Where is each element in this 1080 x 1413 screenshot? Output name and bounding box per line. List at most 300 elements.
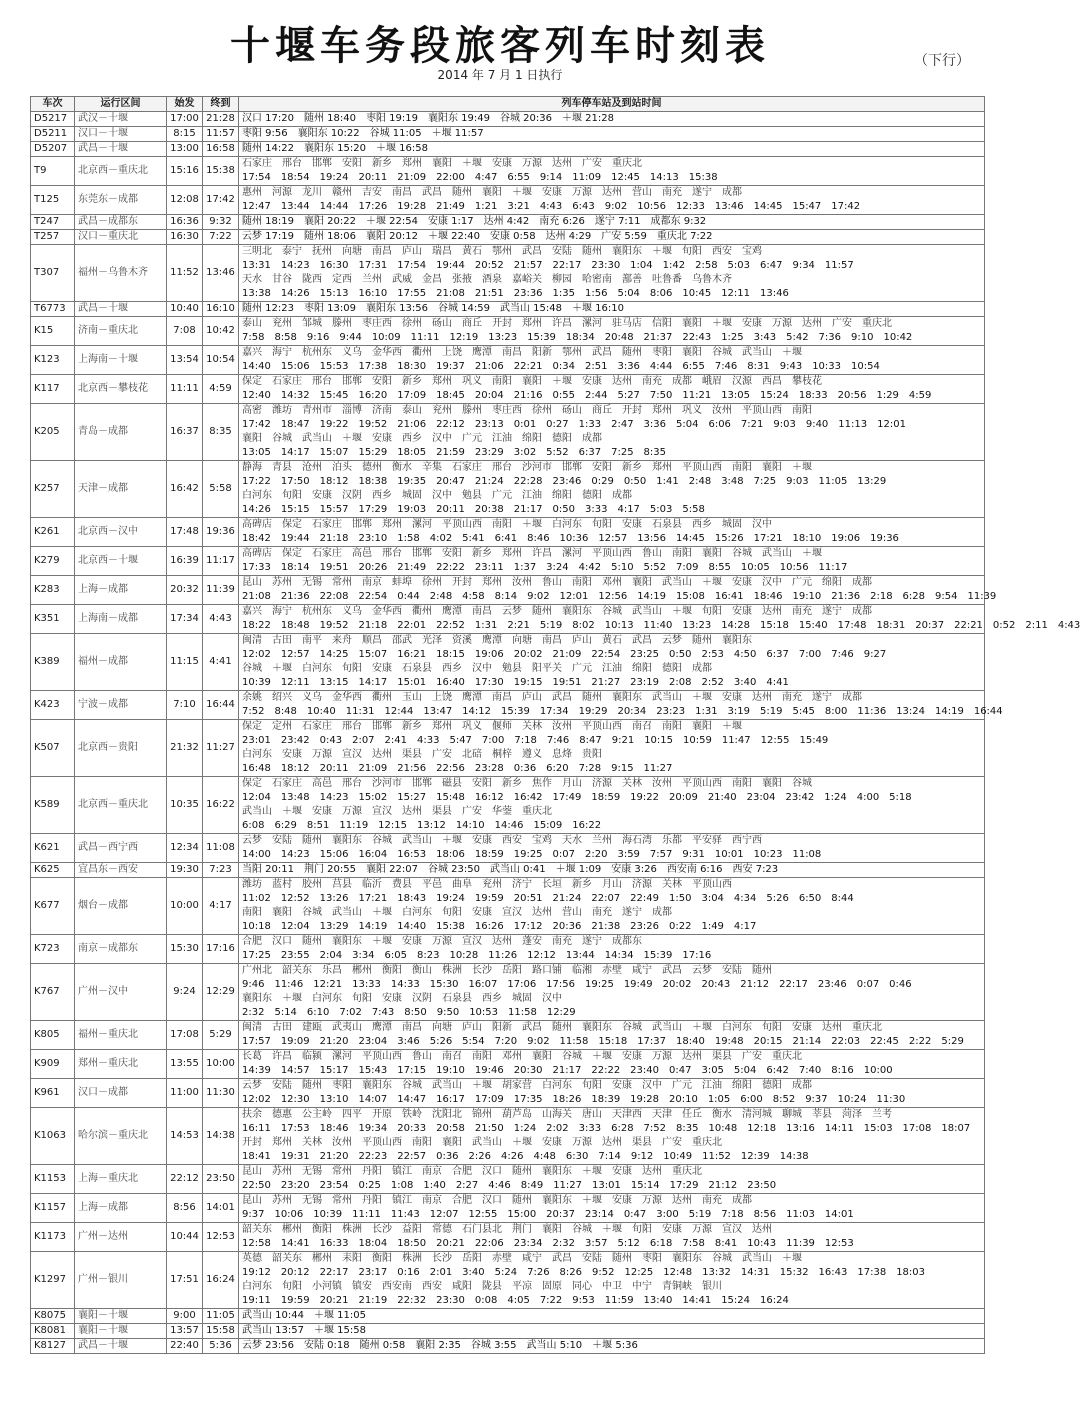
time-line: 9:37 10:06 10:39 11:11 11:43 12:07 12:55 15:00 20:37 23:14 0:47 3:00 5:19 7:18 8:56 11:03 14:01 — [242, 1209, 854, 1220]
train-stops — [239, 1079, 985, 1108]
table-row — [31, 404, 985, 461]
arrive-time: 19:36 — [203, 518, 239, 547]
station-line: 惠州 河源 龙川 赣州 吉安 南昌 武昌 随州 襄阳 ＋堰 安康 万源 达州 营山 南充 遂宁 成都 — [242, 187, 742, 198]
table-row — [31, 547, 985, 576]
time-line: 12:02 12:30 13:10 14:07 14:47 16:17 17:09 17:35 18:26 18:39 19:28 20:10 1:05 6:00 8:52 9:37 10:24 11:30 — [242, 1094, 906, 1105]
train-route: 福州－成都 — [75, 634, 167, 691]
arrive-time: 11:39 — [203, 576, 239, 605]
train-route: 北京西－重庆北 — [75, 157, 167, 186]
depart-time: 16:37 — [167, 404, 203, 461]
table-row — [31, 461, 985, 518]
time-line: 7:58 8:58 9:16 9:44 10:09 11:11 12:19 13:23 15:39 18:34 20:48 21:37 22:43 1:25 3:43 5:42 7:36 9:10 10:42 — [242, 332, 913, 343]
stop-line: 汉口 17:20 随州 18:40 枣阳 19:19 襄阳东 19:49 谷城 20:36 ＋堰 21:28 — [242, 113, 614, 124]
table-row — [31, 302, 985, 317]
arrive-time: 23:50 — [203, 1165, 239, 1194]
station-line: 云梦 安陆 随州 襄阳东 谷城 武当山 ＋堰 安康 西安 宝鸡 天水 兰州 海石湾 乐都 平安驿 西宁西 — [242, 835, 762, 846]
depart-time: 22:40 — [167, 1339, 203, 1354]
time-line: 18:41 19:31 21:20 22:23 22:57 0:36 2:26 4:26 4:48 6:30 7:14 9:12 10:49 11:52 12:39 14:38 — [242, 1151, 809, 1162]
train-stops — [239, 1309, 985, 1324]
train-code: K723 — [31, 935, 75, 964]
train-stops — [239, 375, 985, 404]
depart-time: 9:24 — [167, 964, 203, 1021]
arrive-time: 21:28 — [203, 112, 239, 127]
table-row — [31, 1252, 985, 1309]
arrive-time: 10:42 — [203, 317, 239, 346]
train-code: K261 — [31, 518, 75, 547]
time-line: 17:22 17:50 18:12 18:38 19:35 20:47 21:24 22:28 23:46 0:29 0:50 1:41 2:48 3:48 7:25 9:03 11:05 13:29 — [242, 476, 887, 487]
effective-date: 2014 年 7 月 1 日执行 — [437, 68, 563, 82]
table-row — [31, 1108, 985, 1165]
train-code: K767 — [31, 964, 75, 1021]
table-row — [31, 346, 985, 375]
stop-line: 随州 18:19 襄阳 20:22 ＋堰 22:54 安康 1:17 达州 4:42 南充 6:26 遂宁 7:11 成都东 9:32 — [242, 216, 707, 227]
train-code: K1063 — [31, 1108, 75, 1165]
train-route: 宁波－成都 — [75, 691, 167, 720]
table-row — [31, 142, 985, 157]
train-code: K8127 — [31, 1339, 75, 1354]
arrive-time: 10:54 — [203, 346, 239, 375]
table-row — [31, 230, 985, 245]
train-stops — [239, 245, 985, 302]
header-dep: 始发 — [167, 97, 203, 112]
table-row — [31, 1309, 985, 1324]
arrive-time: 11:57 — [203, 127, 239, 142]
train-stops — [239, 518, 985, 547]
header-code: 车次 — [31, 97, 75, 112]
table-row — [31, 245, 985, 302]
stop-line: 当阳 20:11 荆门 20:55 襄阳 22:07 谷城 23:50 武当山 0:41 ＋堰 1:09 安康 3:26 西安南 6:16 西安 7:23 — [242, 864, 779, 875]
depart-time: 11:11 — [167, 375, 203, 404]
train-stops — [239, 112, 985, 127]
arrive-time: 8:35 — [203, 404, 239, 461]
train-route: 襄阳－十堰 — [75, 1324, 167, 1339]
depart-time: 10:40 — [167, 302, 203, 317]
train-stops — [239, 317, 985, 346]
train-stops — [239, 1194, 985, 1223]
train-code: D5217 — [31, 112, 75, 127]
train-code: K625 — [31, 863, 75, 878]
arrive-time: 5:36 — [203, 1339, 239, 1354]
depart-time: 15:16 — [167, 157, 203, 186]
depart-time: 10:44 — [167, 1223, 203, 1252]
depart-time: 17:48 — [167, 518, 203, 547]
train-route: 上海南－成都 — [75, 605, 167, 634]
station-line: 静海 青县 沧州 泊头 德州 衡水 辛集 石家庄 邢台 沙河市 邯郸 安阳 新乡 郑州 平顶山西 南阳 襄阳 ＋堰 — [242, 462, 812, 473]
train-stops — [239, 1050, 985, 1079]
time-line: 12:40 14:32 15:45 16:20 17:09 18:45 20:04 21:16 0:55 2:44 5:27 7:50 11:21 13:05 15:24 18:33 20:56 1:29 4:59 — [242, 390, 932, 401]
train-stops — [239, 127, 985, 142]
time-line: 9:46 11:46 12:21 13:33 14:33 15:30 16:07 17:06 17:56 19:25 19:49 20:02 20:43 21:12 22:17 23:46 0:07 0:46 — [242, 979, 912, 990]
station-line: 开封 郑州 关林 汝州 平顶山西 南阳 襄阳 武当山 ＋堰 安康 万源 达州 渠县 广安 重庆北 — [242, 1137, 722, 1148]
depart-time: 10:35 — [167, 777, 203, 834]
train-stops — [239, 157, 985, 186]
train-code: K351 — [31, 605, 75, 634]
train-code: T9 — [31, 157, 75, 186]
stop-line: 云梦 17:19 随州 18:06 襄阳 20:12 ＋堰 22:40 安康 0:58 达州 4:29 广安 5:59 重庆北 7:22 — [242, 231, 713, 242]
train-code: K283 — [31, 576, 75, 605]
arrive-time: 15:58 — [203, 1324, 239, 1339]
train-route: 武汉－十堰 — [75, 112, 167, 127]
train-stops — [239, 186, 985, 215]
station-line: 白河东 旬阳 小河镇 镇安 西安南 西安 咸阳 陇县 平凉 固原 同心 中卫 中宁 青铜峡 银川 — [242, 1281, 722, 1292]
table-row — [31, 317, 985, 346]
station-line: 石家庄 邢台 邯郸 安阳 新乡 郑州 襄阳 ＋堰 安康 万源 达州 广安 重庆北 — [242, 158, 642, 169]
train-code: K205 — [31, 404, 75, 461]
stop-line: 随州 12:23 枣阳 13:09 襄阳东 13:56 谷城 14:59 武当山 15:48 ＋堰 16:10 — [242, 303, 624, 314]
station-line: 天水 甘谷 陇西 定西 兰州 武威 金昌 张掖 酒泉 嘉峪关 柳园 哈密南 鄯善 吐鲁番 乌鲁木齐 — [242, 274, 732, 285]
station-line: 英德 韶关东 郴州 耒阳 衡阳 株洲 长沙 岳阳 赤壁 咸宁 武昌 安陆 随州 枣阳 襄阳东 谷城 武当山 ＋堰 — [242, 1253, 802, 1264]
train-stops — [239, 1252, 985, 1309]
train-code: K677 — [31, 878, 75, 935]
table-row — [31, 157, 985, 186]
arrive-time: 4:59 — [203, 375, 239, 404]
arrive-time: 12:29 — [203, 964, 239, 1021]
time-line: 12:04 13:48 14:23 15:02 15:27 15:48 16:12 16:42 17:49 18:59 19:22 20:09 21:40 23:04 23:42 1:24 4:00 5:18 — [242, 792, 912, 803]
station-line: 闽清 古田 建瓯 武夷山 鹰潭 南昌 向塘 庐山 阳新 武昌 随州 襄阳东 谷城 武当山 ＋堰 白河东 旬阳 安康 达州 重庆北 — [242, 1022, 882, 1033]
depart-time: 16:30 — [167, 230, 203, 245]
time-line: 16:11 17:53 18:46 19:34 20:33 20:58 21:50 1:24 2:02 3:33 6:28 7:52 8:35 10:48 12:18 13:16 14:11 15:03 17:08 18:07 — [242, 1123, 971, 1134]
station-line: 泰山 兖州 邹城 滕州 枣庄西 徐州 砀山 商丘 开封 郑州 许昌 漯河 驻马店 信阳 襄阳 ＋堰 安康 万源 达州 广安 重庆北 — [242, 318, 892, 329]
arrive-time: 4:43 — [203, 605, 239, 634]
train-stops — [239, 547, 985, 576]
station-line: 武当山 ＋堰 安康 万源 宣汉 达州 渠县 广安 华蓥 重庆北 — [242, 806, 552, 817]
stop-line: 枣阳 9:56 襄阳东 10:22 谷城 11:05 ＋堰 11:57 — [242, 128, 484, 139]
time-line: 17:54 18:54 19:24 20:11 21:09 22:00 4:47 6:55 9:14 11:09 12:45 14:13 15:38 — [242, 172, 718, 183]
arrive-time: 13:46 — [203, 245, 239, 302]
train-stops — [239, 935, 985, 964]
table-row — [31, 186, 985, 215]
arrive-time: 4:17 — [203, 878, 239, 935]
time-line: 13:31 14:23 16:30 17:31 17:54 19:44 20:52 21:57 22:17 23:30 1:04 1:42 2:58 5:03 6:47 9:34 11:57 — [242, 260, 854, 271]
train-route: 武昌－十堰 — [75, 142, 167, 157]
time-line: 17:57 19:09 21:20 23:04 3:46 5:26 5:54 7:20 9:02 11:58 15:18 17:37 18:40 19:48 20:15 21:14 22:03 22:45 2:22 5:29 — [242, 1036, 964, 1047]
station-line: 昆山 苏州 无锡 常州 南京 蚌埠 徐州 开封 郑州 汝州 鲁山 南阳 邓州 襄阳 武当山 ＋堰 安康 汉中 广元 绵阳 成都 — [242, 577, 872, 588]
time-line: 14:39 14:57 15:17 15:43 17:15 19:10 19:46 20:30 21:17 22:22 23:40 0:47 3:05 5:04 6:42 7:40 8:16 10:00 — [242, 1065, 893, 1076]
time-line: 14:26 15:15 15:57 17:29 19:03 20:11 20:38 21:17 0:50 3:33 4:17 5:03 5:58 — [242, 504, 705, 515]
arrive-time: 17:16 — [203, 935, 239, 964]
depart-time: 16:39 — [167, 547, 203, 576]
table-row — [31, 112, 985, 127]
train-stops — [239, 1324, 985, 1339]
train-route: 福州－重庆北 — [75, 1021, 167, 1050]
arrive-time: 10:00 — [203, 1050, 239, 1079]
train-code: T6773 — [31, 302, 75, 317]
arrive-time: 16:44 — [203, 691, 239, 720]
depart-time: 17:34 — [167, 605, 203, 634]
train-route: 东莞东－成都 — [75, 186, 167, 215]
time-line: 17:25 23:55 2:04 3:34 6:05 8:23 10:28 11:26 12:12 13:44 14:34 15:39 17:16 — [242, 950, 712, 961]
train-stops — [239, 720, 985, 777]
depart-time: 11:15 — [167, 634, 203, 691]
station-line: 谷城 ＋堰 白河东 旬阳 安康 石泉县 西乡 汉中 勉县 阳平关 广元 江油 绵阳 德阳 成都 — [242, 663, 712, 674]
train-route: 北京西－汉中 — [75, 518, 167, 547]
depart-time: 13:55 — [167, 1050, 203, 1079]
time-line: 7:52 8:48 10:40 11:31 12:44 13:47 14:12 15:39 17:34 19:29 20:34 23:23 1:31 3:19 5:19 5:45 8:00 11:36 13:24 14:19 16:44 — [242, 706, 1003, 717]
time-line: 22:50 23:20 23:54 0:25 1:08 1:40 2:27 4:46 8:49 11:27 13:01 15:14 17:29 21:12 23:50 — [242, 1180, 777, 1191]
depart-time: 13:00 — [167, 142, 203, 157]
arrive-time: 5:29 — [203, 1021, 239, 1050]
train-route: 上海－重庆北 — [75, 1165, 167, 1194]
arrive-time: 11:05 — [203, 1309, 239, 1324]
time-line: 10:18 12:04 13:29 14:19 14:40 15:38 16:26 17:12 20:36 21:38 23:26 0:22 1:49 4:17 — [242, 921, 757, 932]
time-line: 19:11 19:59 20:21 21:19 22:32 23:30 0:08 4:05 7:22 9:53 11:59 13:40 14:41 15:24 16:24 — [242, 1295, 789, 1306]
depart-time: 21:32 — [167, 720, 203, 777]
depart-time: 16:36 — [167, 215, 203, 230]
table-row — [31, 1079, 985, 1108]
table-row — [31, 1194, 985, 1223]
arrive-time: 16:22 — [203, 777, 239, 834]
time-line: 17:33 18:14 19:51 20:26 21:49 22:22 23:11 1:37 3:24 4:42 5:10 5:52 7:09 8:55 10:05 10:56 11:17 — [242, 562, 848, 573]
depart-time: 16:42 — [167, 461, 203, 518]
train-route: 青岛－成都 — [75, 404, 167, 461]
depart-time: 13:54 — [167, 346, 203, 375]
table-row — [31, 518, 985, 547]
table-row — [31, 964, 985, 1021]
train-route: 广州－银川 — [75, 1252, 167, 1309]
time-line: 12:58 14:41 16:33 18:04 18:50 20:21 22:06 23:34 2:32 3:57 5:12 6:18 7:58 8:41 10:43 11:39 12:53 — [242, 1238, 854, 1249]
time-line: 14:40 15:06 15:53 17:38 18:30 19:37 21:06 22:21 0:34 2:51 3:36 4:44 6:55 7:46 8:31 9:43 10:33 10:54 — [242, 361, 880, 372]
table-row — [31, 1339, 985, 1354]
arrive-time: 11:08 — [203, 834, 239, 863]
arrive-time: 4:41 — [203, 634, 239, 691]
train-route: 北京西－贵阳 — [75, 720, 167, 777]
depart-time: 8:15 — [167, 127, 203, 142]
train-code: K961 — [31, 1079, 75, 1108]
station-line: 高碑店 保定 石家庄 邯郸 郑州 漯河 平顶山西 南阳 ＋堰 白河东 旬阳 安康 石泉县 西乡 城固 汉中 — [242, 519, 772, 530]
depart-time: 7:08 — [167, 317, 203, 346]
table-row — [31, 1223, 985, 1252]
depart-time: 11:52 — [167, 245, 203, 302]
train-code: K8081 — [31, 1324, 75, 1339]
depart-time: 17:00 — [167, 112, 203, 127]
train-code: K1157 — [31, 1194, 75, 1223]
train-stops — [239, 230, 985, 245]
train-stops — [239, 863, 985, 878]
train-code: K257 — [31, 461, 75, 518]
table-row — [31, 863, 985, 878]
time-line: 18:42 19:44 21:18 23:10 1:58 4:02 5:41 6:41 8:46 10:36 12:57 13:56 14:45 15:26 17:21 18:10 19:06 19:36 — [242, 533, 899, 544]
table-row — [31, 634, 985, 691]
time-line: 18:22 18:48 19:52 21:18 22:01 22:52 1:31 2:21 5:19 8:02 10:13 11:40 13:23 14:28 15:18 15:40 17:48 18:31 20:37 22:21 0:52 2:11 4:43 — [242, 620, 1080, 631]
header-route: 运行区间 — [75, 97, 167, 112]
train-code: K8075 — [31, 1309, 75, 1324]
depart-time: 10:00 — [167, 878, 203, 935]
train-stops — [239, 1165, 985, 1194]
train-code: K1153 — [31, 1165, 75, 1194]
station-line: 潍坊 蓝村 胶州 莒县 临沂 费县 平邑 曲阜 兖州 济宁 长垣 新乡 月山 济源 关林 平顶山西 — [242, 879, 732, 890]
page-title: 十堰车务段旅客列车时刻表 — [230, 22, 770, 69]
depart-time: 17:08 — [167, 1021, 203, 1050]
table-row — [31, 1324, 985, 1339]
depart-time: 11:00 — [167, 1079, 203, 1108]
train-code: T247 — [31, 215, 75, 230]
train-stops — [239, 142, 985, 157]
train-route: 济南－重庆北 — [75, 317, 167, 346]
depart-time: 13:57 — [167, 1324, 203, 1339]
time-line: 6:08 6:29 8:51 11:19 12:15 13:12 14:10 14:46 15:09 16:22 — [242, 820, 602, 831]
arrive-time: 12:53 — [203, 1223, 239, 1252]
station-line: 白河东 旬阳 安康 汉阴 西乡 城固 汉中 勉县 广元 江油 绵阳 德阳 成都 — [242, 490, 632, 501]
train-code: K279 — [31, 547, 75, 576]
stop-line: 随州 14:22 襄阳东 15:20 ＋堰 16:58 — [242, 143, 428, 154]
train-stops — [239, 1339, 985, 1354]
time-line: 19:12 20:12 22:17 23:17 0:16 2:01 3:40 5:24 7:26 8:26 9:52 12:25 12:48 13:32 14:31 15:32 16:43 17:38 18:03 — [242, 1267, 926, 1278]
train-stops — [239, 634, 985, 691]
depart-time: 17:51 — [167, 1252, 203, 1309]
train-code: K805 — [31, 1021, 75, 1050]
arrive-time: 11:17 — [203, 547, 239, 576]
train-stops — [239, 215, 985, 230]
arrive-time: 11:27 — [203, 720, 239, 777]
train-stops — [239, 834, 985, 863]
train-code: K621 — [31, 834, 75, 863]
train-route: 北京西－重庆北 — [75, 777, 167, 834]
depart-time: 9:00 — [167, 1309, 203, 1324]
train-route: 襄阳－十堰 — [75, 1309, 167, 1324]
arrive-time: 14:01 — [203, 1194, 239, 1223]
train-route: 天津－成都 — [75, 461, 167, 518]
train-code: K589 — [31, 777, 75, 834]
station-line: 保定 定州 石家庄 邢台 邯郸 新乡 郑州 巩义 偃师 关林 汝州 平顶山西 南召 南阳 襄阳 ＋堰 — [242, 721, 742, 732]
train-route: 广州－达州 — [75, 1223, 167, 1252]
station-line: 韶关东 郴州 衡阳 株洲 长沙 益阳 常德 石门县北 荆门 襄阳 谷城 ＋堰 旬阳 安康 万源 宣汉 达州 — [242, 1224, 772, 1235]
train-stops — [239, 461, 985, 518]
time-line: 23:01 23:42 0:43 2:07 2:41 4:33 5:47 7:00 7:18 7:46 8:47 9:21 10:15 10:59 11:47 12:55 15:49 — [242, 735, 829, 746]
table-row — [31, 215, 985, 230]
time-line: 10:39 12:11 13:15 14:17 15:01 16:40 17:30 19:15 19:51 21:27 23:19 2:08 2:52 3:40 4:41 — [242, 677, 789, 688]
train-stops — [239, 878, 985, 935]
train-stops — [239, 346, 985, 375]
train-code: K389 — [31, 634, 75, 691]
station-line: 广州北 韶关东 乐昌 郴州 衡阳 衡山 株洲 长沙 岳阳 路口铺 临湘 赤壁 咸宁 武昌 云梦 安陆 随州 — [242, 965, 772, 976]
train-route: 上海－成都 — [75, 576, 167, 605]
train-route: 郑州－重庆北 — [75, 1050, 167, 1079]
train-code: D5211 — [31, 127, 75, 142]
station-line: 闽清 古田 南平 来舟 顺昌 邵武 光泽 资溪 鹰潭 向塘 南昌 庐山 黄石 武昌 云梦 随州 襄阳东 — [242, 635, 752, 646]
train-route: 福州－乌鲁木齐 — [75, 245, 167, 302]
station-line: 保定 石家庄 邢台 邯郸 安阳 新乡 郑州 巩义 南阳 襄阳 ＋堰 安康 达州 南充 成都 峨眉 汉源 西昌 攀枝花 — [242, 376, 822, 387]
time-line: 12:02 12:57 14:25 15:07 16:21 18:15 19:06 20:02 21:09 22:54 23:25 0:50 2:53 4:50 6:37 7:00 7:46 9:27 — [242, 649, 887, 660]
depart-time: 19:30 — [167, 863, 203, 878]
time-line: 16:48 18:12 20:11 21:09 21:56 22:56 23:28 0:36 6:20 7:28 9:15 11:27 — [242, 763, 673, 774]
train-stops — [239, 576, 997, 605]
table-row — [31, 935, 985, 964]
train-stops — [239, 691, 1003, 720]
arrive-time: 16:24 — [203, 1252, 239, 1309]
table-row — [31, 127, 985, 142]
time-line: 21:08 21:36 22:08 22:54 0:44 2:48 4:58 8:14 9:02 12:01 12:56 14:19 15:08 16:41 18:46 19:10 21:36 2:18 6:28 9:54 11:39 — [242, 591, 997, 602]
timetable-body — [31, 112, 1080, 1354]
station-line: 白河东 安康 万源 宣汉 达州 渠县 广安 北碚 桐梓 遵义 息烽 贵阳 — [242, 749, 602, 760]
train-stops — [239, 302, 985, 317]
depart-time: 14:53 — [167, 1108, 203, 1165]
train-route: 武昌－十堰 — [75, 1339, 167, 1354]
station-line: 嘉兴 海宁 杭州东 义乌 金华西 衢州 鹰潭 南昌 云梦 随州 襄阳东 谷城 武当山 ＋堰 旬阳 安康 达州 南充 遂宁 成都 — [242, 606, 872, 617]
train-stops — [239, 964, 985, 1021]
depart-time: 15:30 — [167, 935, 203, 964]
train-route: 北京西－攀枝花 — [75, 375, 167, 404]
arrive-time: 7:23 — [203, 863, 239, 878]
train-stops — [239, 404, 985, 461]
station-line: 襄阳东 ＋堰 白河东 旬阳 安康 汉阴 石泉县 西乡 城固 汉中 — [242, 993, 562, 1004]
station-line: 高碑店 保定 石家庄 高邑 邢台 邯郸 安阳 新乡 郑州 许昌 漯河 平顶山西 鲁山 南阳 襄阳 谷城 武当山 ＋堰 — [242, 548, 822, 559]
table-row — [31, 1021, 985, 1050]
train-code: K423 — [31, 691, 75, 720]
time-line: 17:42 18:47 19:22 19:52 21:06 22:12 23:13 0:01 0:27 1:33 2:47 3:36 5:04 6:06 7:21 9:03 9:40 11:13 12:01 — [242, 419, 906, 430]
station-line: 合肥 汉口 随州 襄阳东 ＋堰 安康 万源 宣汉 达州 蓬安 南充 遂宁 成都东 — [242, 936, 642, 947]
table-row — [31, 1165, 985, 1194]
stop-line: 武当山 10:44 ＋堰 11:05 — [242, 1310, 366, 1321]
station-line: 嘉兴 海宁 杭州东 义乌 金华西 衢州 上饶 鹰潭 南昌 阳新 鄂州 武昌 随州 枣阳 襄阳 谷城 武当山 ＋堰 — [242, 347, 802, 358]
station-line: 扶余 德惠 公主岭 四平 开原 铁岭 沈阳北 锦州 葫芦岛 山海关 唐山 天津西 天津 任丘 衡水 清河城 聊城 莘县 菏泽 兰考 — [242, 1109, 892, 1120]
arrive-time: 17:42 — [203, 186, 239, 215]
train-stops — [239, 1021, 985, 1050]
table-row — [31, 878, 985, 935]
table-row — [31, 375, 985, 404]
time-line: 14:00 14:23 15:06 16:04 16:53 18:06 18:59 19:25 0:07 2:20 3:59 7:57 9:31 10:01 10:23 11:08 — [242, 849, 822, 860]
train-code: K1173 — [31, 1223, 75, 1252]
time-line: 13:05 14:17 15:07 15:29 18:05 21:59 23:29 3:02 5:52 6:37 7:25 8:35 — [242, 447, 667, 458]
train-code: K15 — [31, 317, 75, 346]
station-line: 襄阳 谷城 武当山 ＋堰 安康 西乡 汉中 广元 江油 绵阳 德阳 成都 — [242, 433, 602, 444]
table-row — [31, 605, 985, 634]
direction-label: （下行） — [914, 53, 970, 69]
train-code: K909 — [31, 1050, 75, 1079]
time-line: 12:47 13:44 14:44 17:26 19:28 21:49 1:21 3:21 4:43 6:43 9:02 10:56 12:33 13:46 14:45 15:47 17:42 — [242, 201, 861, 212]
timetable — [30, 96, 1080, 1354]
time-line: 13:38 14:26 15:13 16:10 17:55 21:08 21:51 23:36 1:35 1:56 5:04 8:06 10:45 12:11 13:46 — [242, 288, 789, 299]
train-route: 南京－成都东 — [75, 935, 167, 964]
arrive-time: 15:38 — [203, 157, 239, 186]
station-line: 三明北 泰宁 抚州 向塘 南昌 庐山 瑞昌 黄石 鄂州 武昌 安陆 随州 襄阳东 ＋堰 旬阳 西安 宝鸡 — [242, 246, 762, 257]
table-row — [31, 1050, 985, 1079]
arrive-time: 11:30 — [203, 1079, 239, 1108]
header-stops: 列车停车站及到站时间 — [239, 97, 985, 112]
depart-time: 12:08 — [167, 186, 203, 215]
table-row — [31, 576, 985, 605]
train-route: 汉口－十堰 — [75, 127, 167, 142]
table-header-row — [31, 97, 985, 112]
arrive-time: 5:58 — [203, 461, 239, 518]
train-route: 宜昌东－西安 — [75, 863, 167, 878]
station-line: 南阳 襄阳 谷城 武当山 ＋堰 白河东 旬阳 安康 宣汉 达州 营山 南充 遂宁 成都 — [242, 907, 672, 918]
train-stops — [239, 1223, 985, 1252]
depart-time: 7:10 — [167, 691, 203, 720]
train-code: K123 — [31, 346, 75, 375]
station-line: 高密 潍坊 青州市 淄博 济南 泰山 兖州 滕州 枣庄西 徐州 砀山 商丘 开封 郑州 巩义 汝州 平顶山西 南阳 — [242, 405, 812, 416]
arrive-time: 14:38 — [203, 1108, 239, 1165]
arrive-time: 16:58 — [203, 142, 239, 157]
arrive-time: 9:32 — [203, 215, 239, 230]
train-route: 哈尔滨－重庆北 — [75, 1108, 167, 1165]
train-stops — [239, 1108, 985, 1165]
time-line: 11:02 12:52 13:26 17:21 18:43 19:24 19:59 20:51 21:24 22:07 22:49 1:50 3:04 4:34 5:26 6:50 8:44 — [242, 893, 854, 904]
train-route: 烟台－成都 — [75, 878, 167, 935]
station-line: 云梦 安陆 随州 枣阳 襄阳东 谷城 武当山 ＋堰 胡家营 白河东 旬阳 安康 汉中 广元 江油 绵阳 德阳 成都 — [242, 1080, 812, 1091]
depart-time: 20:32 — [167, 576, 203, 605]
table-row — [31, 691, 985, 720]
table-row — [31, 777, 985, 834]
station-line: 长葛 许昌 临颍 漯河 平顶山西 鲁山 南召 南阳 邓州 襄阳 谷城 ＋堰 安康 万源 达州 渠县 广安 重庆北 — [242, 1051, 802, 1062]
depart-time: 22:12 — [167, 1165, 203, 1194]
stop-line: 云梦 23:56 安陆 0:18 随州 0:58 襄阳 2:35 谷城 3:55 武当山 5:10 ＋堰 5:36 — [242, 1340, 638, 1351]
train-route: 广州－汉中 — [75, 964, 167, 1021]
train-stops — [239, 605, 1080, 634]
train-route: 北京西－十堰 — [75, 547, 167, 576]
train-route: 汉口－成都 — [75, 1079, 167, 1108]
station-line: 昆山 苏州 无锡 常州 丹阳 镇江 南京 合肥 汉口 随州 襄阳东 ＋堰 安康 万源 达州 南充 成都 — [242, 1195, 752, 1206]
train-code: K507 — [31, 720, 75, 777]
